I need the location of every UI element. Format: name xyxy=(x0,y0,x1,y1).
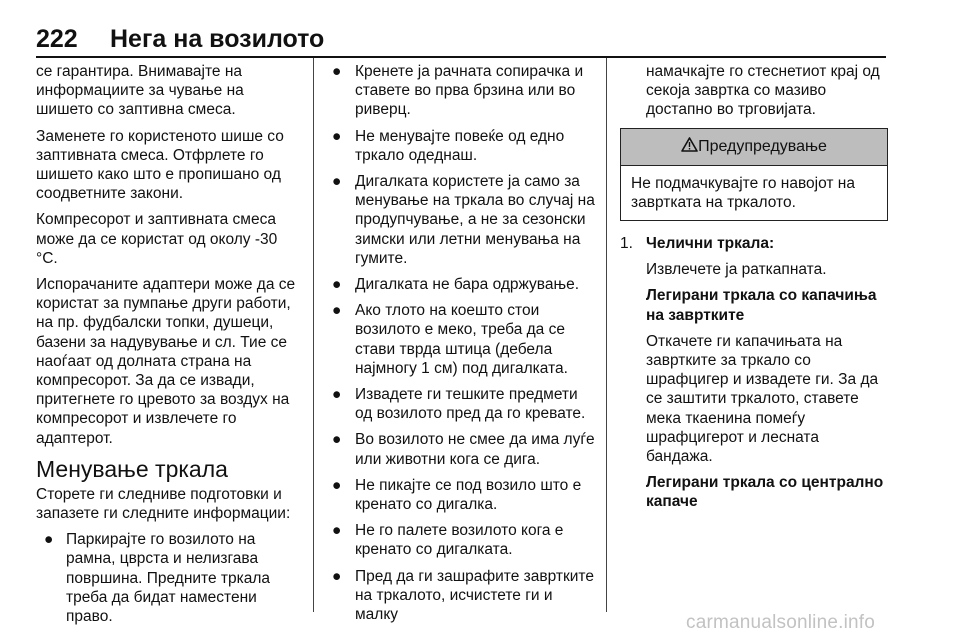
list-item-text: Не го палете возилото кога е кренато со дигалката. xyxy=(355,522,564,559)
bullet-icon: ● xyxy=(332,431,342,449)
header-rule xyxy=(36,56,886,58)
list-item xyxy=(328,521,596,559)
warning-box xyxy=(620,128,888,221)
list-item xyxy=(328,567,596,625)
column-3 xyxy=(620,62,888,519)
warning-title: Предупредување xyxy=(698,137,827,155)
bullet-icon: ● xyxy=(44,531,54,549)
list-item-text: Извадете ги тешките предмети од возилото пред да го кревате. xyxy=(355,386,586,423)
section-intro: Сторете ги следниве подготовки и запазете ги следните информации: xyxy=(36,485,291,523)
bullet-icon: ● xyxy=(332,386,342,404)
list-item-text: Кренете ја рачната сопирачка и ставете во прва брзина или во риверц. xyxy=(355,63,584,119)
list-item xyxy=(328,301,596,378)
column-divider-2 xyxy=(606,58,607,612)
paragraph: се гарантира. Внимавајте на информациите за чување на шишето со заптивна смеса. xyxy=(36,63,244,119)
list-item xyxy=(620,234,888,512)
list-item xyxy=(36,530,302,626)
list-item-text: Дигалката не бара одржување. xyxy=(355,276,580,294)
step-title: Челични тркала: xyxy=(646,235,775,253)
paragraph: Компресорот и заптивната смеса може да се користат од околу -30 °C. xyxy=(36,211,278,267)
bullet-icon: ● xyxy=(332,63,342,80)
list-item xyxy=(328,127,596,165)
paragraph: Заменете го користеното шише со заптивната смеса. Отфрлете го шишето како што е пропишано од соодветните закони. xyxy=(36,127,284,203)
step-subheading: Легирани тркала со централно капаче xyxy=(646,474,884,511)
step-body: Извлечете ја раткапната. xyxy=(646,261,827,279)
list-item-text: Ако тлото на коешто стои возилото е меко, треба да се стави тврда штица (дебела најмногу 1 см) под дигалката. xyxy=(355,302,568,377)
warning-triangle-icon xyxy=(681,137,698,152)
page-number: 222 xyxy=(36,25,78,53)
column-1 xyxy=(36,62,302,633)
list-item xyxy=(328,62,596,120)
list-item xyxy=(328,275,596,294)
page-title: Нега на возилото xyxy=(110,25,325,53)
list-item-text: Дигалката користете ја само за менување на тркала во случај на продупчување, а не за сезонски зимски или летни менувања на гумите. xyxy=(355,173,595,267)
column-2 xyxy=(328,62,596,631)
bullet-list xyxy=(328,62,596,624)
list-item xyxy=(328,430,596,468)
step-subheading: Легирани тркала со капачиња на завртките xyxy=(646,287,877,324)
warning-header xyxy=(621,129,887,166)
list-item xyxy=(328,172,596,268)
list-item-text: Паркирајте го возилото на рамна, цврста и нелизгава површина. Предните тркала треба да бидат наместени право. xyxy=(66,531,271,626)
bullet-icon: ● xyxy=(332,173,342,191)
page-header xyxy=(36,24,886,54)
continuation-text: намачкајте го стеснетиот крај од секоја завртка со мазиво достапно во трговијата. xyxy=(646,63,880,119)
list-item-text: Не менувајте повеќе од едно тркало одеднаш. xyxy=(355,127,565,164)
list-item-text: Не пикајте се под возило што е кренато со дигалка. xyxy=(355,476,582,514)
bullet-icon: ● xyxy=(332,127,342,145)
watermark: carmanualsonline.info xyxy=(686,612,876,633)
step-text: Откачете ги капачињата на завртките за тркало со шрафцигер и извадете ги. За да се заштити тркалото, ставете мека ткаенина помеѓу шрафцигерот и лесната бандажа. xyxy=(646,332,879,466)
paragraph: Испорачаните адаптери може да се користат за пумпање други работи, на пр. фудбалски топки, душеци, базени за надувување и сл. Тие се наоѓаат од долната страна на компресорот. За да се извади, притегнете го цревото за воздух на компресорот и извлечете го адаптерот. xyxy=(36,276,296,447)
bullet-icon: ● xyxy=(332,522,342,540)
numbered-list xyxy=(620,234,888,512)
bullet-icon: ● xyxy=(332,476,342,494)
list-item xyxy=(328,385,596,423)
section-heading: Менување тркала xyxy=(36,455,228,482)
step-number: 1. xyxy=(620,235,633,253)
bullet-list xyxy=(36,530,302,626)
warning-text: Не подмачкувајте го навојот на завртката на тркалото. xyxy=(631,174,855,211)
list-item-text: Во возилото не смее да има луѓе или животни кога се дига. xyxy=(355,431,595,468)
list-item xyxy=(328,476,596,514)
bullet-icon: ● xyxy=(332,302,342,320)
bullet-icon: ● xyxy=(332,567,342,585)
bullet-icon: ● xyxy=(332,276,342,294)
column-divider-1 xyxy=(313,58,314,612)
list-item-text: Пред да ги зашрафите завртките на тркалото, исчистете ги и малку xyxy=(355,567,594,624)
